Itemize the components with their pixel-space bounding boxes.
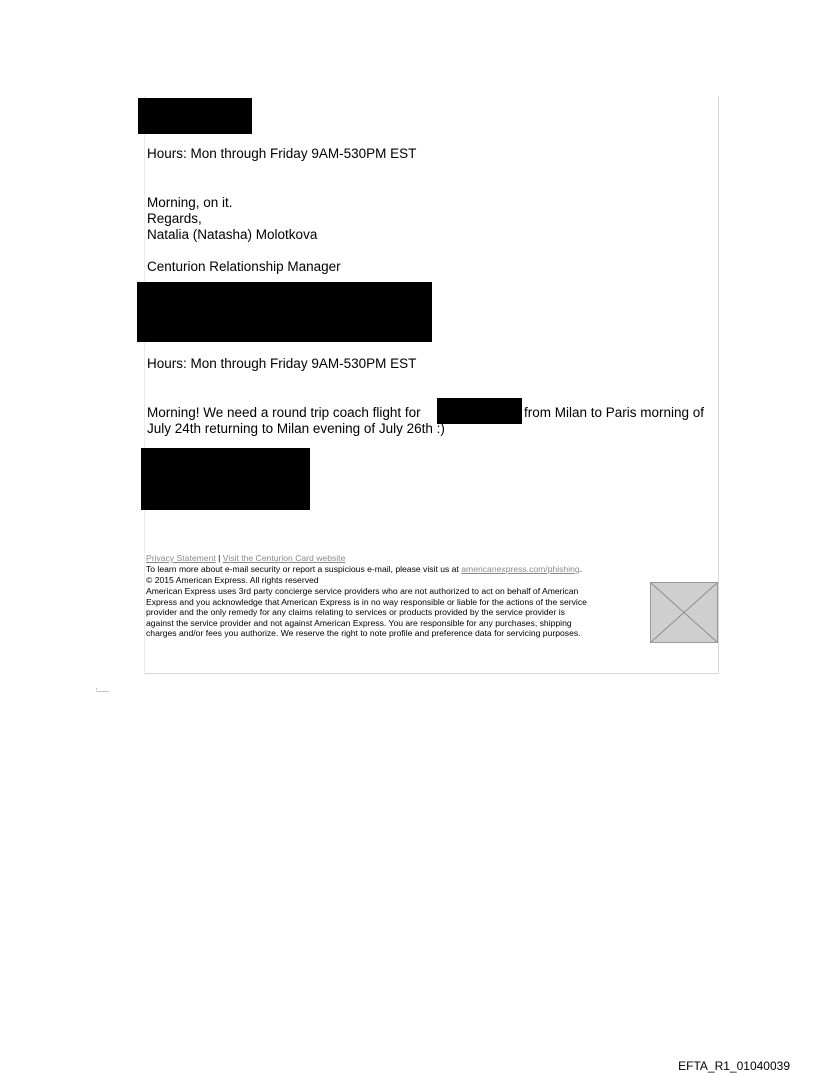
disclaimer-line: against the service provider and not against American Express. You are responsible for any purchases, shipping — [146, 617, 572, 628]
hours-text: Hours: Mon through Friday 9AM-530PM EST — [147, 146, 417, 161]
scan-mark — [96, 688, 110, 692]
phishing-link[interactable]: americanexpress.com/phishing — [461, 564, 580, 574]
request-line: July 24th returning to Milan evening of July 26th :) — [147, 421, 445, 436]
request-line-end: from Milan to Paris morning of — [524, 405, 705, 420]
copyright: © 2015 American Express. All rights reserved — [146, 575, 319, 585]
disclaimer-line: American Express uses 3rd party concierge service providers who are not authorized to act on behalf of American — [146, 586, 579, 596]
sender-name: Natalia (Natasha) Molotkova — [147, 227, 318, 242]
redaction-block — [141, 448, 310, 510]
document-id: EFTA_R1_01040039 — [678, 1059, 790, 1073]
security-notice — [146, 564, 582, 574]
link-separator: | — [218, 553, 221, 563]
sender-title: Centurion Relationship Manager — [147, 259, 341, 274]
security-end: . — [579, 564, 583, 574]
centurion-website-link[interactable]: Visit the Centurion Card website — [222, 553, 346, 563]
reply-line: Morning, on it. — [147, 195, 233, 210]
security-text: To learn more about e-mail security or report a suspicious e-mail, please visit us at — [146, 564, 459, 574]
missing-image-icon — [650, 582, 718, 643]
footer-links — [146, 553, 345, 563]
hours-text: Hours: Mon through Friday 9AM-530PM EST — [147, 356, 417, 371]
redaction-block — [137, 282, 432, 342]
disclaimer-line: charges and/or fees you authorize. We reserve the right to note profile and preference data for servicing purposes. — [146, 628, 581, 638]
request-line-start: Morning! We need a round trip coach flight for — [147, 405, 421, 420]
disclaimer-line: provider and the only remedy for any claims relating to services or products provided by the service provider is — [146, 607, 565, 617]
redaction-block — [437, 398, 522, 424]
disclaimer-line: Express and you acknowledge that American Express is in no way responsible or liable for the actions of the service — [146, 596, 587, 607]
privacy-statement-link[interactable]: Privacy Statement — [146, 553, 216, 563]
reply-line: Regards, — [147, 211, 202, 226]
redaction-block — [138, 98, 252, 134]
